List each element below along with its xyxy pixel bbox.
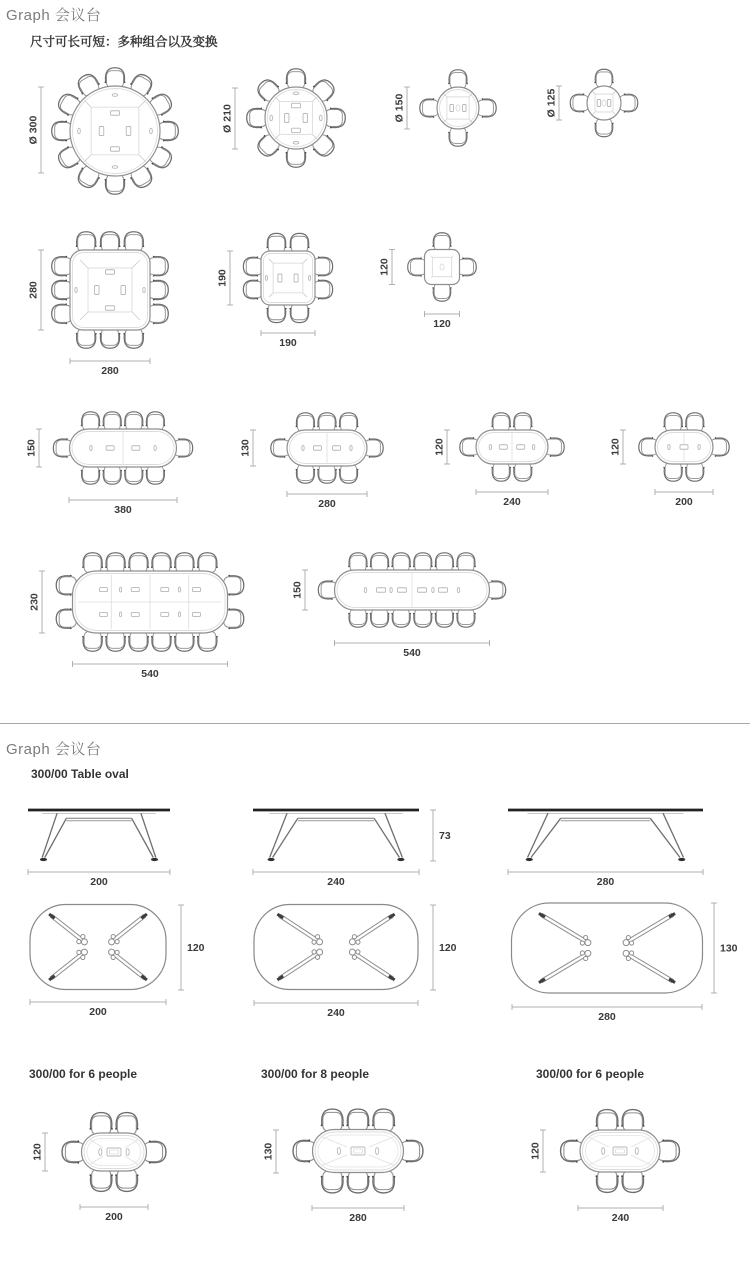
- chair-icon: [372, 1109, 395, 1131]
- chair-icon: [100, 328, 121, 348]
- chair-icon: [174, 553, 195, 573]
- dimension-label: 280: [101, 365, 119, 377]
- chair-icon: [420, 98, 439, 118]
- chair-icon: [456, 553, 476, 572]
- chair-icon: [76, 232, 97, 252]
- chair-icon: [372, 1171, 395, 1193]
- chair-icon: [115, 1113, 138, 1135]
- chair-icon: [89, 1113, 112, 1135]
- chair-icon: [123, 328, 144, 348]
- dimension-label: 240: [327, 876, 345, 888]
- chair-icon: [448, 127, 468, 146]
- diagram-side-280: [508, 810, 703, 888]
- chair-icon: [81, 465, 101, 484]
- dimension-label: 200: [105, 1211, 123, 1223]
- dimension-label: 280: [596, 876, 615, 888]
- chair-icon: [317, 464, 337, 483]
- chair-icon: [619, 93, 637, 112]
- chair-icon: [685, 413, 705, 432]
- dimension-label: 280: [349, 1212, 367, 1224]
- dimension-label: Ø 300: [27, 115, 40, 145]
- chair-icon: [151, 631, 172, 651]
- chair-icon: [197, 553, 218, 573]
- chair-icon: [348, 608, 368, 627]
- dimension-label: 150: [291, 581, 304, 599]
- dimension-label: 230: [28, 593, 41, 611]
- section1-title: Graph 会议台: [6, 7, 102, 24]
- chair-icon: [105, 631, 126, 651]
- product-label: 300/00 Table oval: [31, 767, 129, 781]
- dimension-label: 190: [279, 337, 297, 349]
- chair-icon: [491, 413, 511, 432]
- diagram-people-280: [263, 1109, 423, 1224]
- chair-icon: [391, 553, 411, 572]
- diagram-round-125: [546, 69, 638, 137]
- diagram-square-280: [28, 232, 169, 377]
- chair-icon: [595, 1110, 618, 1132]
- dimension-label: 540: [141, 668, 159, 680]
- chair-icon: [685, 462, 705, 481]
- chair-icon: [339, 413, 359, 432]
- diagram-round-210: [222, 69, 346, 168]
- people-label-1: 300/00 for 6 people: [29, 1067, 138, 1081]
- diagram-ovaltop-280: [512, 903, 738, 1023]
- chair-icon: [82, 553, 103, 573]
- chair-icon: [621, 1170, 644, 1192]
- chair-icon: [148, 303, 168, 324]
- chair-icon: [286, 69, 307, 89]
- chair-icon: [621, 1110, 644, 1132]
- dimension-label: Ø 210: [221, 104, 234, 133]
- dimension-label: 200: [675, 496, 693, 508]
- chair-icon: [266, 233, 286, 252]
- chair-icon: [456, 608, 476, 627]
- chair-icon: [391, 608, 411, 627]
- dimension-label: 120: [31, 1143, 44, 1161]
- dimension-label: 240: [611, 1212, 630, 1224]
- chair-icon: [123, 232, 144, 252]
- diagram-oval-240: [434, 413, 565, 508]
- diagram-side-200: [28, 810, 170, 888]
- dimension-label: 120: [609, 438, 622, 456]
- chair-icon: [102, 412, 122, 431]
- chair-icon: [513, 413, 533, 432]
- chair-icon: [52, 256, 72, 277]
- chair-icon: [313, 256, 332, 276]
- chair-icon: [513, 462, 533, 481]
- chair-icon: [105, 553, 126, 573]
- section-divider: [0, 723, 750, 724]
- chair-icon: [148, 280, 168, 301]
- chair-icon: [317, 413, 337, 432]
- diagram-square-120: [379, 233, 477, 330]
- diagram-round-300: [28, 68, 179, 195]
- diagram-people-200: [32, 1113, 166, 1223]
- chair-icon: [174, 631, 195, 651]
- chair-icon: [128, 553, 149, 573]
- chair-icon: [370, 608, 390, 627]
- chair-icon: [286, 147, 307, 167]
- dimension-label: Ø 125: [545, 88, 558, 118]
- chair-icon: [348, 553, 368, 572]
- dimension-label: 130: [262, 1142, 275, 1161]
- section1-subtitle: 尺寸可长可短：多种组合以及变换: [30, 35, 218, 49]
- chair-icon: [247, 108, 267, 129]
- chair-icon: [243, 279, 262, 299]
- chair-icon: [148, 256, 168, 277]
- section2-title: Graph 会议台: [6, 741, 102, 758]
- dimension-label: 540: [403, 647, 421, 659]
- dimension-label: 120: [433, 318, 451, 330]
- diagram-oval-280: [240, 413, 384, 510]
- chair-icon: [146, 465, 166, 484]
- people-label-3: 300/00 for 6 people: [536, 1067, 645, 1081]
- chair-icon: [432, 233, 451, 251]
- dimension-label: 120: [378, 258, 391, 276]
- chair-icon: [370, 553, 390, 572]
- chair-icon: [82, 631, 103, 651]
- chair-icon: [570, 93, 588, 112]
- chair-icon: [346, 1109, 369, 1131]
- chair-icon: [158, 121, 178, 142]
- chair-icon: [296, 413, 316, 432]
- dimension-label: Ø 150: [393, 93, 406, 123]
- dimension-label: 120: [439, 942, 457, 954]
- chair-icon: [100, 232, 121, 252]
- chair-icon: [146, 412, 166, 431]
- dimension-label: 240: [327, 1007, 345, 1019]
- dimension-label: 130: [239, 439, 252, 457]
- chair-icon: [289, 233, 309, 252]
- chair-icon: [595, 1170, 618, 1192]
- chair-icon: [435, 608, 455, 627]
- diagram-side-240: [253, 810, 451, 888]
- chair-icon: [243, 256, 262, 276]
- dimension-label: 120: [187, 942, 205, 954]
- dimension-label: 200: [90, 876, 108, 888]
- diagram-bigoval-540-230: [29, 553, 244, 680]
- people-label-2: 300/00 for 8 people: [261, 1067, 370, 1081]
- chair-icon: [124, 465, 144, 484]
- chair-icon: [325, 108, 345, 129]
- chair-icon: [663, 462, 683, 481]
- chair-icon: [339, 464, 359, 483]
- diagram-square-190: [217, 233, 333, 349]
- dimension-label: 150: [25, 439, 38, 457]
- diagram-oval-540-150: [292, 553, 506, 659]
- chair-icon: [408, 257, 426, 276]
- chair-icon: [346, 1171, 369, 1193]
- chair-icon: [491, 462, 511, 481]
- chair-icon: [151, 553, 172, 573]
- diagram-ovaltop-240: [254, 905, 457, 1020]
- chair-icon: [289, 303, 309, 322]
- chair-icon: [102, 465, 122, 484]
- chair-icon: [321, 1109, 344, 1131]
- dimension-label: 200: [89, 1006, 107, 1018]
- chair-icon: [296, 464, 316, 483]
- chair-icon: [52, 303, 72, 324]
- chair-icon: [128, 631, 149, 651]
- diagram-ovaltop-200: [30, 905, 205, 1019]
- chair-icon: [448, 70, 468, 89]
- dimension-label: 280: [598, 1011, 616, 1023]
- chair-icon: [105, 68, 126, 88]
- diagram-people-240: [530, 1110, 680, 1224]
- dimension-label: 130: [720, 942, 738, 955]
- chair-icon: [432, 283, 451, 301]
- dimension-label: 280: [318, 498, 336, 510]
- chair-icon: [458, 257, 476, 276]
- chair-icon: [477, 98, 496, 118]
- chair-icon: [76, 328, 97, 348]
- chair-icon: [435, 553, 455, 572]
- dimension-label: 120: [529, 1142, 542, 1160]
- dimension-label: 380: [114, 504, 132, 516]
- chair-icon: [413, 553, 433, 572]
- chair-icon: [89, 1169, 112, 1191]
- diagram-oval-380: [26, 412, 193, 516]
- chair-icon: [663, 413, 683, 432]
- chair-icon: [321, 1171, 344, 1193]
- chair-icon: [413, 608, 433, 627]
- chair-icon: [115, 1169, 138, 1191]
- chair-icon: [594, 118, 613, 136]
- chair-icon: [266, 303, 286, 322]
- dimension-label: 190: [216, 269, 229, 287]
- dimension-label: 280: [27, 281, 40, 299]
- chair-icon: [105, 174, 126, 194]
- diagram-oval-200: [610, 413, 730, 508]
- dimension-label: 73: [439, 830, 451, 842]
- chair-icon: [124, 412, 144, 431]
- chair-icon: [81, 412, 101, 431]
- dimension-label: 120: [433, 438, 446, 456]
- chair-icon: [52, 121, 72, 142]
- chair-icon: [313, 279, 332, 299]
- chair-icon: [594, 69, 613, 87]
- chair-icon: [197, 631, 218, 651]
- chair-icon: [52, 280, 72, 301]
- diagram-round-150: [394, 70, 497, 146]
- dimension-label: 240: [503, 496, 521, 508]
